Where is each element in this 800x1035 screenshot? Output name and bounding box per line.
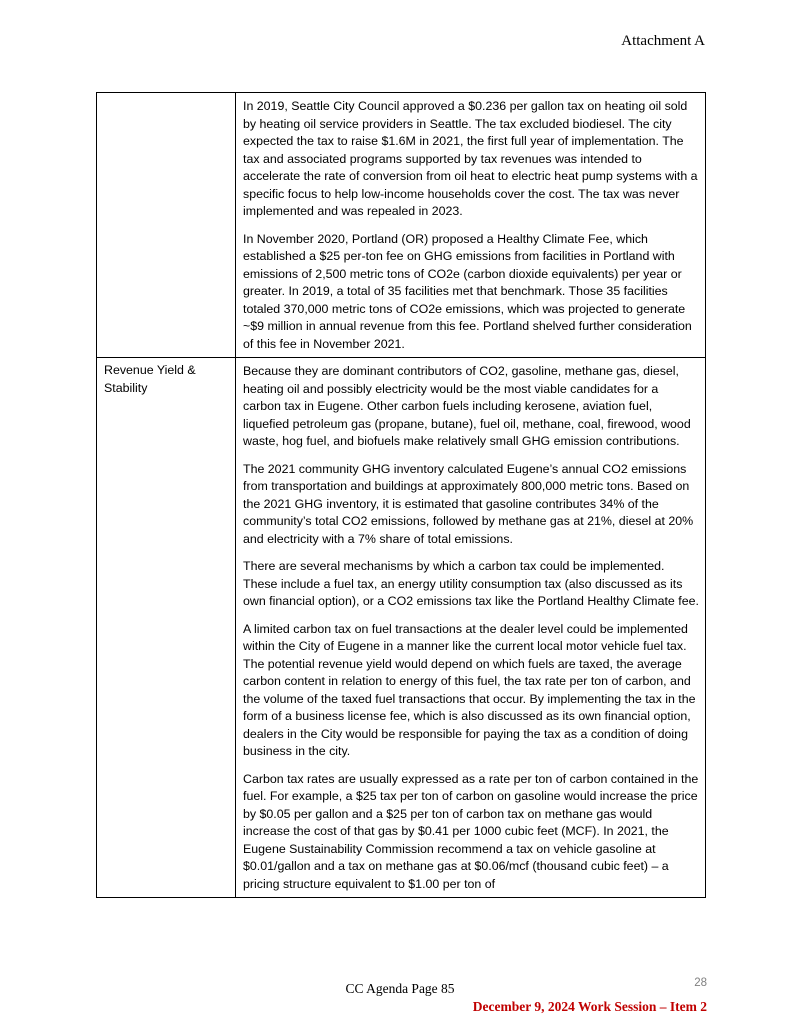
paragraph: In November 2020, Portland (OR) proposed a Healthy Climate Fee, which established a $25 per-ton fee on GHG emissions from facilities in Portland with emissions of 2,500 metric tons of CO2e (carbon dioxide equivalents) per year or greater. In 2019, a total of 35 facilities met that benchmark. Those 35 facilities totaled 370,000 metric tons of CO2e emissions, which was projected to generate ~$9 million in annual revenue from this fee. Portland shelved further consideration of this fee in November 2021. xyxy=(243,231,692,351)
table-row xyxy=(97,358,706,898)
attachment-label: Attachment A xyxy=(621,33,705,49)
footer-page-number: 28 xyxy=(694,977,707,989)
paragraph: Carbon tax rates are usually expressed as a rate per ton of carbon contained in the fuel. For example, a $25 tax per ton of carbon on gasoline would increase the price by $0.05 per gallon and a $25 per ton of carbon tax on methane gas would increase the cost of that gas by $0.41 per 1000 cubic feet (MCF). In 2021, the Eugene Sustainability Commission recommend a tax on vehicle gasoline at $0.01/gallon and a tax on methane gas at $0.06/mcf (thousand cubic feet) – a pricing structure equivalent to $1.00 per ton of xyxy=(243,771,699,891)
content-table xyxy=(96,92,706,898)
footer-session-note: December 9, 2024 Work Session – Item 2 xyxy=(472,999,707,1014)
paragraph: Because they are dominant contributors of CO2, gasoline, methane gas, diesel, heating oil and possibly electricity would be the most viable candidates for a carbon tax in Eugene. Other carbon fuels including kerosene, aviation fuel, liquefied petroleum gas (propane, butane), fuel oil, methane, coal, firewood, wood waste, hog fuel, and biofuels make relatively small GHG emission contributions. xyxy=(243,364,691,448)
paragraph: In 2019, Seattle City Council approved a $0.236 per gallon tax on heating oil sold by heating oil service providers in Seattle. The tax excluded biodiesel. The city expected the tax to raise $1.6M in 2021, the first full year of implementation. The tax and associated programs supported by tax revenues was intended to accelerate the rate of conversion from oil heat to electric heat pump systems with a specific focus to help low-income households cover the cost. The tax was never implemented and was repealed in 2023. xyxy=(243,99,698,218)
paragraph: There are several mechanisms by which a carbon tax could be implemented. These include a fuel tax, an energy utility consumption tax (also discussed as its own financial option), or a CO2 emissions tax like the Portland Healthy Climate fee. xyxy=(243,559,699,608)
row-label xyxy=(97,93,236,358)
paragraph: A limited carbon tax on fuel transactions at the dealer level could be implemented within the City of Eugene in a manner like the current local motor vehicle fuel tax. The potential revenue yield would depend on which fuels are taxed, the average carbon content in relation to energy of this fuel, the tax rate per ton of carbon, and the volume of the taxed fuel transactions that occur. By implementing the tax in the form of a business license fee, which is also discussed as its own financial option, dealers in the City would be responsible for paying the tax as a condition of doing business in the city. xyxy=(243,621,696,758)
table-row xyxy=(97,93,706,358)
row-content xyxy=(236,93,706,358)
footer-agenda-page: CC Agenda Page 85 xyxy=(345,981,455,996)
row-content xyxy=(236,358,706,898)
paragraph: The 2021 community GHG inventory calculated Eugene’s annual CO2 emissions from transportation and buildings at approximately 800,000 metric tons. Based on the 2021 GHG inventory, it is estimated that gasoline contributes 34% of the community’s total CO2 emissions, followed by methane gas at 21%, diesel at 20% and electricity with a 7% share of total emissions. xyxy=(243,461,694,546)
row-label: Revenue Yield & Stability xyxy=(97,358,236,898)
